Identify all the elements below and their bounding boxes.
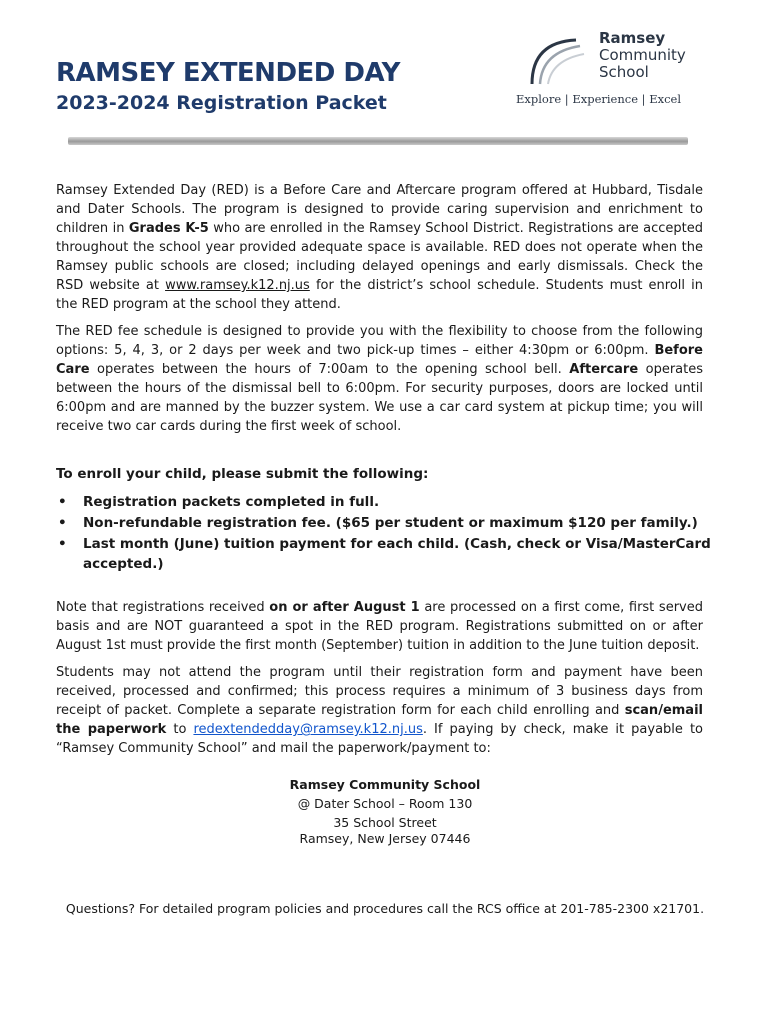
list-item [56, 492, 716, 512]
requirement-text: Registration packets completed in full. [83, 494, 380, 510]
document-subtitle [56, 92, 387, 114]
list-item [56, 534, 716, 574]
email-link[interactable]: redextendedday@ramsey.k12.nj.us [193, 722, 423, 737]
requirement-text: Non-refundable registration fee. ($65 per student or maximum $120 per family.) [83, 515, 698, 531]
p4-text-c: . If paying by check, make it payable to “Ramsey Community School” and mail the paperwork/payment to: [56, 722, 703, 756]
p2-aftercare-bold: Aftercare [569, 362, 639, 377]
address-line-1: @ Dater School – Room 130 [297, 796, 473, 811]
p2-text-b: operates between the hours of 7:00am to the opening school bell. [89, 362, 570, 377]
logo-line1: Ramsey [599, 29, 666, 47]
logo-wordmark [599, 30, 686, 81]
bullet-icon: • [58, 515, 67, 531]
list-item [56, 513, 716, 533]
p1-text-b: who are enrolled in the Ramsey School District. Registrations are accepted throughout the school year provided adequate space is available. RED does not operate when the Ramsey public schools are closed; including delayed openings and early dismissals. Check the RSD website at [56, 221, 704, 293]
enroll-heading: To enroll your child, please submit the following: [56, 466, 429, 482]
questions-footer: Questions? For detailed program policies and procedures call the RCS office at 201-785-2300 x21701. [65, 901, 705, 916]
address-line-3: Ramsey, New Jersey 07446 [299, 831, 471, 846]
logo-line3: School [599, 63, 649, 81]
logo-tagline: Explore | Experience | Excel [516, 92, 682, 106]
subtitle-text: Registration Packet [169, 92, 387, 114]
header-divider [68, 137, 688, 145]
p2-before-care-bold: Before Care [56, 343, 703, 377]
p4-text-b: to [166, 722, 194, 737]
p1-text-a: Ramsey Extended Day (RED) is a Before Care and Aftercare program offered at Hubbard, Tisdale and Dater Schools. The program is designed to provide caring supervision and enrichment to children in [56, 183, 703, 236]
p3-date-bold: on or after August 1 [269, 600, 420, 615]
p4-scan-bold: scan/email the paperwork [56, 703, 703, 737]
document-title: RAMSEY EXTENDED DAY [56, 58, 400, 88]
p2-text-c: operates between the hours of the dismissal bell to 6:00pm. For security purposes, doors are locked until 6:00pm and are manned by the buzzer system. We use a car card system at pickup time; you will receive two car cards during the first week of school. [56, 362, 704, 434]
bullet-icon: • [58, 494, 67, 510]
requirement-text: Last month (June) tuition payment for each child. (Cash, check or Visa/MasterCard accepted.) [83, 536, 711, 572]
intro-paragraph-1 [56, 181, 703, 314]
bullet-icon: • [58, 536, 67, 552]
intro-paragraph-2 [56, 322, 703, 436]
p3-text-a: Note that registrations received [56, 600, 270, 615]
logo-line2: Community [599, 46, 686, 64]
p3-text-b: are processed on a first come, first served basis and are NOT guaranteed a spot in the RED program. Registrations submitted on or after August 1st must provide the first month (September) tuition in addition to the June tuition deposit. [56, 600, 703, 653]
address-name: Ramsey Community School [289, 777, 481, 792]
logo-arc-icon [524, 32, 594, 92]
p1-text-c: for the district’s school schedule. Students must enroll in the RED program at the school they attend. [56, 278, 703, 312]
enroll-requirements-list [56, 492, 716, 575]
p4-text-a: Students may not attend the program until their registration form and payment have been received, processed and confirmed; this process requires a minimum of 3 business days from receipt of packet. Complete a separate registration form for each child enrolling and [56, 665, 703, 718]
p2-text-a: The RED fee schedule is designed to provide you with the flexibility to choose from the following options: 5, 4, 3, or 2 days per week and two pick-up times – either 4:30pm or 6:00pm. [56, 324, 703, 358]
address-line-2: 35 School Street [333, 815, 437, 830]
rsd-website-link[interactable]: www.ramsey.k12.nj.us [165, 278, 310, 293]
notes-paragraph-1 [56, 598, 703, 655]
subtitle-year: 2023-2024 [56, 92, 170, 114]
notes-paragraph-2 [56, 663, 703, 758]
p1-grades-bold: Grades K-5 [128, 221, 209, 236]
school-logo [516, 29, 714, 110]
